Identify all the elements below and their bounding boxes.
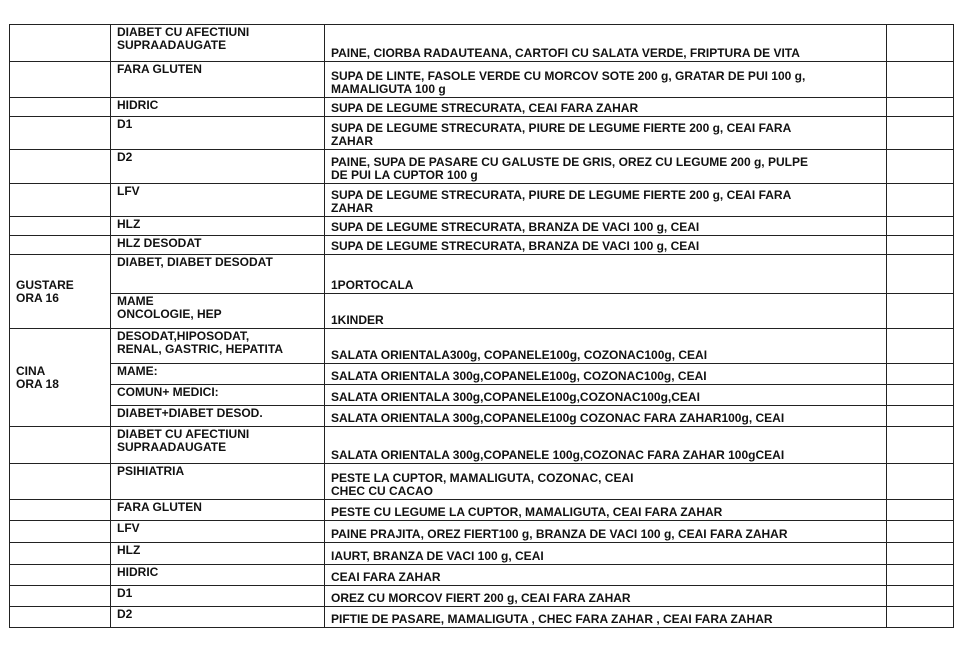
menu-items-cell: SUPA DE LEGUME STRECURATA, PIURE DE LEGUME FIERTE 200 g, CEAI FARA ZAHAR	[325, 184, 887, 217]
empty-cell	[887, 117, 954, 150]
diet-type-cell: HIDRIC	[111, 98, 325, 117]
diet-type-cell: HLZ	[111, 543, 325, 565]
empty-cell	[887, 406, 954, 427]
menu-items-cell: CEAI FARA ZAHAR	[325, 565, 887, 586]
meal-time-cell	[10, 184, 111, 217]
table-row	[10, 464, 954, 500]
table-row	[10, 62, 954, 98]
meal-time-cell	[10, 607, 111, 628]
menu-items-cell: IAURT, BRANZA DE VACI 100 g, CEAI	[325, 543, 887, 565]
table-row	[10, 150, 954, 184]
empty-cell	[887, 464, 954, 500]
table-row	[10, 217, 954, 236]
menu-items-cell: PIFTIE DE PASARE, MAMALIGUTA , CHEC FARA ZAHAR , CEAI FARA ZAHAR	[325, 607, 887, 628]
table-row	[10, 500, 954, 521]
empty-cell	[887, 98, 954, 117]
diet-type-cell: LFV	[111, 184, 325, 217]
table-row	[10, 586, 954, 607]
menu-items-cell: 1KINDER	[325, 294, 887, 329]
table-row	[10, 364, 954, 385]
menu-items-cell: SUPA DE LEGUME STRECURATA, BRANZA DE VACI 100 g, CEAI	[325, 217, 887, 236]
table-row	[10, 406, 954, 427]
diet-type-cell: FARA GLUTEN	[111, 500, 325, 521]
diet-type-cell: DIABET, DIABET DESODAT	[111, 255, 325, 294]
diet-type-cell: HIDRIC	[111, 565, 325, 586]
menu-items-cell: PAINE, SUPA DE PASARE CU GALUSTE DE GRIS, OREZ CU LEGUME 200 g, PULPE DE PUI LA CUPTOR 100 g	[325, 150, 887, 184]
meal-time-cell	[10, 464, 111, 500]
empty-cell	[887, 184, 954, 217]
table-row	[10, 98, 954, 117]
table-row	[10, 385, 954, 406]
diet-type-cell: DESODAT,HIPOSODAT, RENAL, GASTRIC, HEPATITA	[111, 329, 325, 364]
empty-cell	[887, 543, 954, 565]
empty-cell	[887, 62, 954, 98]
diet-type-cell: D1	[111, 117, 325, 150]
menu-table	[9, 24, 954, 628]
empty-cell	[887, 217, 954, 236]
empty-cell	[887, 364, 954, 385]
menu-items-cell: PAINE, CIORBA RADAUTEANA, CARTOFI CU SALATA VERDE, FRIPTURA DE VITA	[325, 25, 887, 62]
diet-type-cell: FARA GLUTEN	[111, 62, 325, 98]
table-row	[10, 184, 954, 217]
menu-items-cell: PESTE CU LEGUME LA CUPTOR, MAMALIGUTA, CEAI FARA ZAHAR	[325, 500, 887, 521]
meal-time-cell	[10, 427, 111, 464]
diet-type-cell: D1	[111, 586, 325, 607]
meal-time-cell: CINA ORA 18	[10, 329, 111, 427]
diet-type-cell: MAME ONCOLOGIE, HEP	[111, 294, 325, 329]
menu-items-cell: SALATA ORIENTALA 300g,COPANELE 100g,COZONAC FARA ZAHAR 100gCEAI	[325, 427, 887, 464]
diet-type-cell: DIABET CU AFECTIUNI SUPRAADAUGATE	[111, 427, 325, 464]
empty-cell	[887, 427, 954, 464]
empty-cell	[887, 294, 954, 329]
empty-cell	[887, 236, 954, 255]
menu-items-cell: SALATA ORIENTALA300g, COPANELE100g, COZONAC100g, CEAI	[325, 329, 887, 364]
meal-time-cell	[10, 521, 111, 543]
meal-time-cell: GUSTARE ORA 16	[10, 255, 111, 329]
menu-items-cell: SUPA DE LEGUME STRECURATA, CEAI FARA ZAHAR	[325, 98, 887, 117]
meal-time-cell	[10, 543, 111, 565]
empty-cell	[887, 150, 954, 184]
diet-type-cell: HLZ DESODAT	[111, 236, 325, 255]
menu-items-cell: PESTE LA CUPTOR, MAMALIGUTA, COZONAC, CEAI CHEC CU CACAO	[325, 464, 887, 500]
meal-time-cell	[10, 586, 111, 607]
diet-type-cell: LFV	[111, 521, 325, 543]
menu-items-cell: SALATA ORIENTALA 300g,COPANELE100g,COZONAC100g,CEAI	[325, 385, 887, 406]
table-row	[10, 427, 954, 464]
diet-type-cell: PSIHIATRIA	[111, 464, 325, 500]
diet-type-cell: DIABET+DIABET DESOD.	[111, 406, 325, 427]
menu-items-cell: 1PORTOCALA	[325, 255, 887, 294]
empty-cell	[887, 607, 954, 628]
table-row	[10, 607, 954, 628]
table-row	[10, 117, 954, 150]
menu-items-cell: SALATA ORIENTALA 300g,COPANELE100g COZONAC FARA ZAHAR100g, CEAI	[325, 406, 887, 427]
meal-time-cell	[10, 150, 111, 184]
meal-time-cell	[10, 62, 111, 98]
meal-time-cell	[10, 117, 111, 150]
meal-time-cell	[10, 25, 111, 62]
menu-items-cell: SUPA DE LEGUME STRECURATA, PIURE DE LEGUME FIERTE 200 g, CEAI FARA ZAHAR	[325, 117, 887, 150]
table-row	[10, 565, 954, 586]
empty-cell	[887, 385, 954, 406]
menu-items-cell: OREZ CU MORCOV FIERT 200 g, CEAI FARA ZAHAR	[325, 586, 887, 607]
diet-type-cell: D2	[111, 607, 325, 628]
diet-type-cell: DIABET CU AFECTIUNI SUPRAADAUGATE	[111, 25, 325, 62]
table-row	[10, 255, 954, 294]
empty-cell	[887, 586, 954, 607]
table-row	[10, 329, 954, 364]
diet-type-cell: D2	[111, 150, 325, 184]
meal-time-cell	[10, 98, 111, 117]
table-row	[10, 236, 954, 255]
empty-cell	[887, 25, 954, 62]
meal-time-cell	[10, 565, 111, 586]
diet-type-cell: MAME:	[111, 364, 325, 385]
empty-cell	[887, 329, 954, 364]
table-row	[10, 521, 954, 543]
meal-time-cell	[10, 217, 111, 236]
empty-cell	[887, 521, 954, 543]
empty-cell	[887, 500, 954, 521]
menu-items-cell: SUPA DE LEGUME STRECURATA, BRANZA DE VACI 100 g, CEAI	[325, 236, 887, 255]
table-row	[10, 294, 954, 329]
menu-table-body	[10, 25, 954, 628]
table-row	[10, 25, 954, 62]
diet-type-cell: COMUN+ MEDICI:	[111, 385, 325, 406]
table-row	[10, 543, 954, 565]
empty-cell	[887, 565, 954, 586]
menu-items-cell: SUPA DE LINTE, FASOLE VERDE CU MORCOV SOTE 200 g, GRATAR DE PUI 100 g, MAMALIGUTA 100 g	[325, 62, 887, 98]
menu-items-cell: SALATA ORIENTALA 300g,COPANELE100g, COZONAC100g, CEAI	[325, 364, 887, 385]
menu-items-cell: PAINE PRAJITA, OREZ FIERT100 g, BRANZA DE VACI 100 g, CEAI FARA ZAHAR	[325, 521, 887, 543]
meal-time-cell	[10, 236, 111, 255]
diet-type-cell: HLZ	[111, 217, 325, 236]
empty-cell	[887, 255, 954, 294]
meal-time-cell	[10, 500, 111, 521]
